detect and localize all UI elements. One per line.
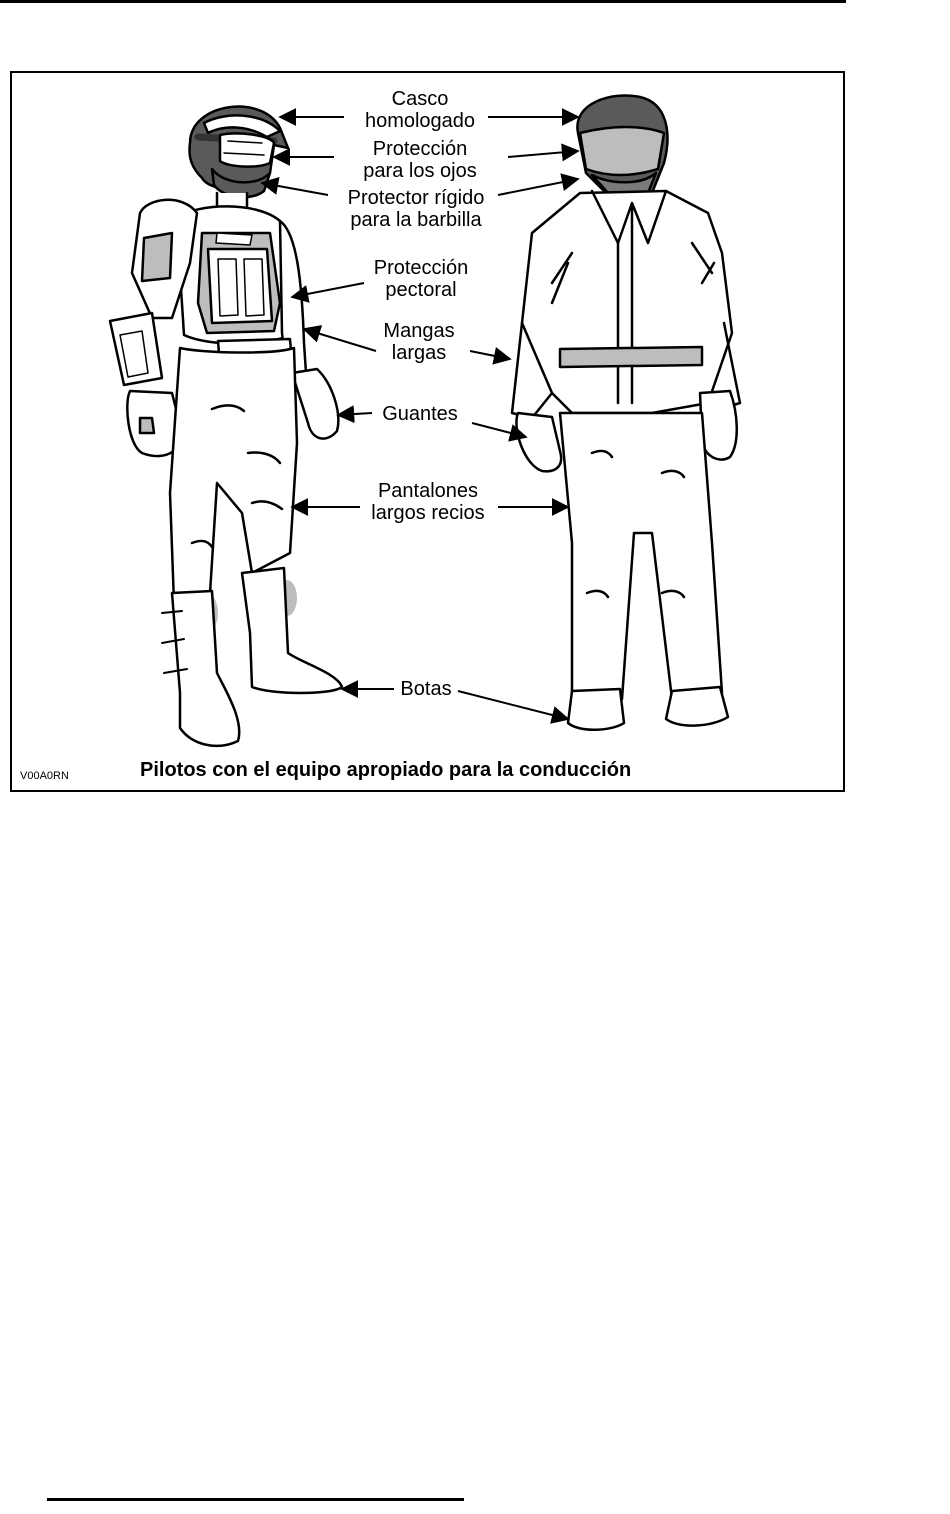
label-proteccion-pectoral: Protección pectoral: [373, 257, 469, 301]
label-botas: Botas: [400, 678, 452, 700]
right-rider-figure: [512, 96, 740, 730]
label-protector-barbilla: Protector rígido para la barbilla: [347, 187, 485, 231]
label-mangas-largas: Mangas largas: [383, 320, 455, 364]
label-proteccion-ojos: Protección para los ojos: [363, 138, 477, 182]
bottom-rule: [47, 1498, 464, 1501]
figure-code: V00A0RN: [20, 770, 69, 782]
label-pantalones: Pantalones largos recios: [371, 480, 485, 524]
label-casco: Casco homologado: [364, 88, 476, 132]
figure-frame: [10, 71, 845, 792]
figure-caption: Pilotos con el equipo apropiado para la conducción: [140, 759, 632, 781]
left-rider-figure: [110, 107, 342, 746]
label-guantes: Guantes: [382, 403, 458, 425]
top-rule: [0, 0, 846, 3]
left-helmet: [190, 107, 289, 198]
right-helmet: [577, 96, 667, 196]
